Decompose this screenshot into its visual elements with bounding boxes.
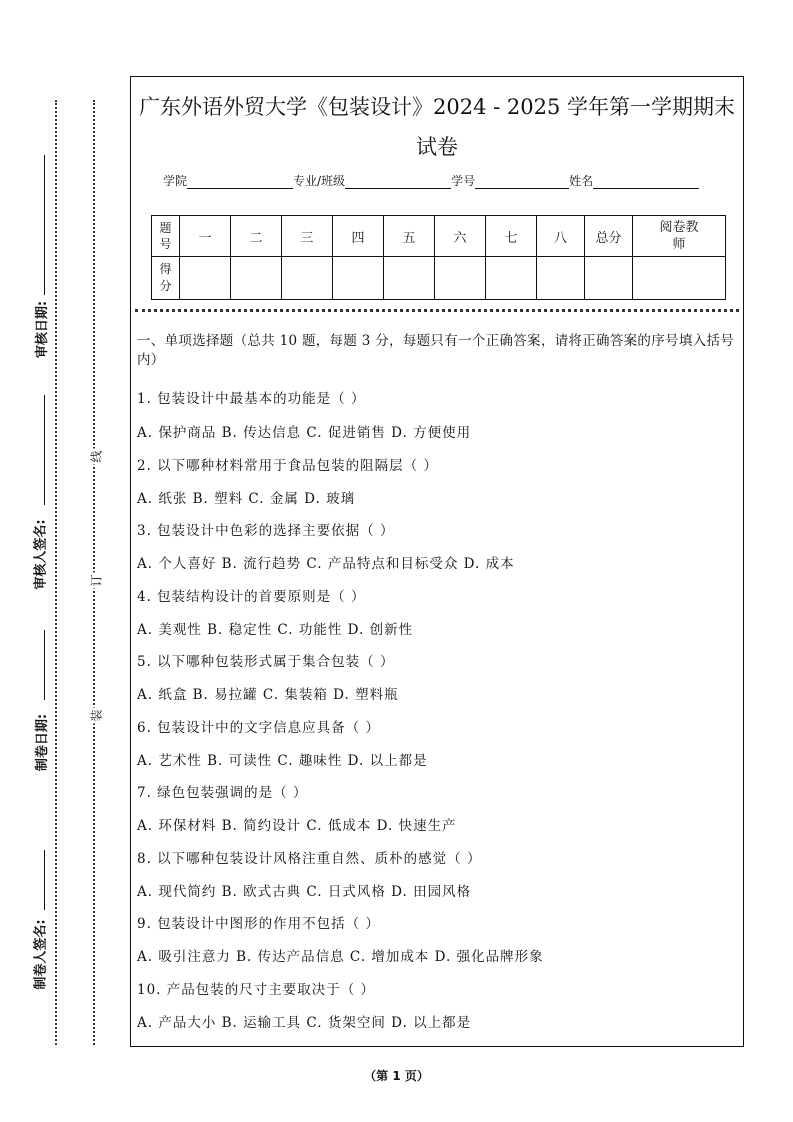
student-info-row xyxy=(163,172,699,189)
binding-dotted-line-outer xyxy=(55,100,57,1045)
student-id-blank[interactable] xyxy=(475,176,569,189)
question-options: A. 个人喜好 B. 流行趋势 C. 产品特点和目标受众 D. 成本 xyxy=(137,556,515,572)
question-text: 5. 以下哪种包装形式属于集合包装（ ） xyxy=(137,654,395,670)
question-options: A. 环保材料 B. 简约设计 C. 低成本 D. 快速生产 xyxy=(137,818,457,834)
score-header-cell: 五 xyxy=(384,216,435,257)
question-options: A. 艺术性 B. 可读性 C. 趣味性 D. 以上都是 xyxy=(137,753,428,769)
score-table-header-row xyxy=(152,216,726,257)
score-header-cell: 总分 xyxy=(585,216,633,257)
score-table xyxy=(151,215,726,300)
score-header-cell: 三 xyxy=(282,216,333,257)
score-cell[interactable] xyxy=(333,257,384,300)
reviewer-date-blank xyxy=(44,155,45,295)
major-blank[interactable] xyxy=(345,176,451,189)
score-cell[interactable] xyxy=(231,257,282,300)
score-cell[interactable] xyxy=(384,257,435,300)
question-options: A. 产品大小 B. 运输工具 C. 货架空间 D. 以上都是 xyxy=(137,1015,472,1031)
maker-date-label: 制卷日期: xyxy=(35,713,51,772)
score-header-cell: 二 xyxy=(231,216,282,257)
score-header-cell: 一 xyxy=(180,216,231,257)
score-header-cell: 七 xyxy=(486,216,537,257)
question-options: A. 保护商品 B. 传达信息 C. 促进销售 D. 方便使用 xyxy=(137,425,472,441)
page-number: （第 1 页） xyxy=(364,1069,429,1083)
score-cell[interactable] xyxy=(282,257,333,300)
question-text: 6. 包装设计中的文字信息应具备（ ） xyxy=(137,720,380,736)
name-blank[interactable] xyxy=(593,176,699,189)
major-label: 专业/班级 xyxy=(293,174,346,188)
score-row-label: 得分 xyxy=(152,257,180,300)
question-options: A. 纸盒 B. 易拉罐 C. 集装箱 D. 塑料瓶 xyxy=(137,687,399,703)
section-intro: 一、单项选择题（总共 10 题，每题 3 分，每题只有一个正确答案，请将正确答案的序号填入括号内） xyxy=(137,333,735,368)
score-cell[interactable] xyxy=(537,257,585,300)
score-header-cell: 八 xyxy=(537,216,585,257)
binding-bind-char: 订 xyxy=(89,574,104,587)
question-text: 3. 包装设计中色彩的选择主要依据（ ） xyxy=(137,523,395,539)
student-id-label: 学号 xyxy=(451,174,476,188)
score-table-score-row xyxy=(152,257,726,300)
question-options: A. 吸引注意力 B. 传达产品信息 C. 增加成本 D. 强化品牌形象 xyxy=(137,949,544,965)
question-text: 10. 产品包装的尺寸主要取决于（ ） xyxy=(137,982,376,998)
score-header-cell: 六 xyxy=(435,216,486,257)
score-header-cell: 题号 xyxy=(152,216,180,257)
question-options: A. 现代简约 B. 欧式古典 C. 日式风格 D. 田园风格 xyxy=(137,884,472,900)
question-text: 1. 包装设计中最基本的功能是（ ） xyxy=(137,391,366,407)
score-header-cell: 阅卷教师 xyxy=(633,216,726,257)
section-divider xyxy=(135,309,739,312)
maker-date-blank xyxy=(44,630,45,700)
question-text: 7. 绿色包装强调的是（ ） xyxy=(137,785,308,801)
score-cell[interactable] xyxy=(435,257,486,300)
score-cell[interactable] xyxy=(180,257,231,300)
question-options: A. 纸张 B. 塑料 C. 金属 D. 玻璃 xyxy=(137,491,356,507)
question-text: 2. 以下哪种材料常用于食品包装的阻隔层（ ） xyxy=(137,458,438,474)
score-cell[interactable] xyxy=(585,257,633,300)
question-text: 8. 以下哪种包装设计风格注重自然、质朴的感觉（ ） xyxy=(137,851,482,867)
reviewer-sign-blank xyxy=(44,395,45,505)
binding-seal-char: 装 xyxy=(89,709,104,722)
binding-line-char: 线 xyxy=(89,450,104,463)
maker-sign-blank xyxy=(44,850,45,910)
exam-title: 广东外语外贸大学《包装设计》2024 - 2025 学年第一学期期末试卷 xyxy=(138,95,735,159)
question-options: A. 美观性 B. 稳定性 C. 功能性 D. 创新性 xyxy=(137,622,414,638)
college-label: 学院 xyxy=(163,174,188,188)
reviewer-sign-label: 审核人签名: xyxy=(33,519,49,590)
question-text: 9. 包装设计中图形的作用不包括（ ） xyxy=(137,916,380,932)
exam-frame xyxy=(130,76,744,1047)
score-header-cell: 四 xyxy=(333,216,384,257)
name-label: 姓名 xyxy=(569,174,594,188)
maker-sign-label: 制卷人签名: xyxy=(33,919,49,990)
reviewer-date-label: 审核日期: xyxy=(35,300,51,359)
college-blank[interactable] xyxy=(187,176,293,189)
score-cell[interactable] xyxy=(633,257,726,300)
score-cell[interactable] xyxy=(486,257,537,300)
question-text: 4. 包装结构设计的首要原则是（ ） xyxy=(137,589,366,605)
